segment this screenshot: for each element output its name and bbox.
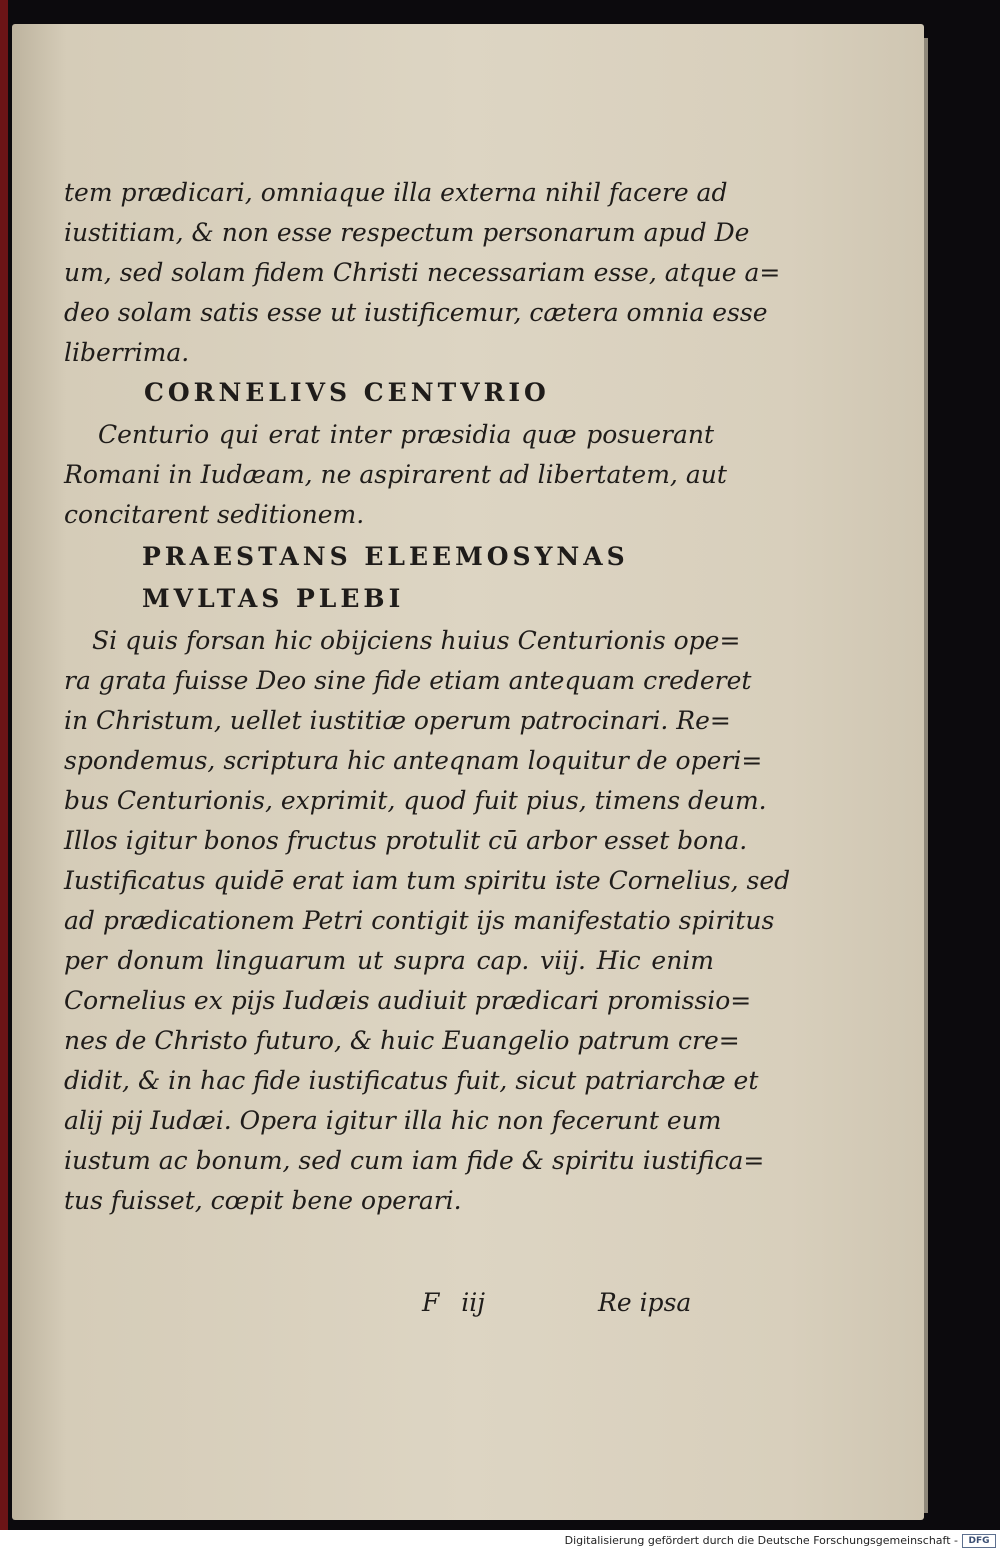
text-line: per donum linguarum ut supra cap. viij. Hic enim xyxy=(64,946,714,975)
text-line: liberrima. xyxy=(64,338,190,367)
text-line: Centurio qui erat inter præsidia quæ posuerant xyxy=(98,420,714,449)
page-fore-edge xyxy=(924,38,928,1513)
book-page xyxy=(12,24,924,1520)
section-heading: PRAESTANS ELEEMOSYNAS xyxy=(142,542,629,571)
text-line: in Christum, uellet iustitiæ operum patrocinari. Re= xyxy=(64,706,731,735)
dfg-logo xyxy=(962,1534,996,1548)
text-line: iustum ac bonum, sed cum iam fide & spiritu iustifica= xyxy=(64,1146,765,1175)
catchword: Re ipsa xyxy=(598,1288,692,1317)
text-line: Iustificatus quidē erat iam tum spiritu iste Cornelius, sed xyxy=(64,866,791,895)
text-line: didit, & in hac fide iustificatus fuit, sicut patriarchæ et xyxy=(64,1066,759,1095)
text-line: iustitiam, & non esse respectum personarum apud De xyxy=(64,218,750,247)
text-line: deo solam satis esse ut iustificemur, cætera omnia esse xyxy=(64,298,768,327)
text-line: Romani in Iudæam, ne aspirarent ad libertatem, aut xyxy=(64,460,727,489)
book-cover-edge xyxy=(0,0,8,1530)
text-line: Cornelius ex pijs Iudæis audiuit prædicari promissio= xyxy=(64,986,752,1015)
dfg-logo-text: DFG xyxy=(968,1536,990,1546)
section-heading: MVLTAS PLEBI xyxy=(142,584,405,613)
text-line: nes de Christo futuro, & huic Euangelio patrum cre= xyxy=(64,1026,740,1055)
text-line: Illos igitur bonos fructus protulit cū arbor esset bona. xyxy=(64,826,748,855)
text-line: spondemus, scriptura hic anteqnam loquitur de operi= xyxy=(64,746,763,775)
credit-text: Digitalisierung gefördert durch die Deutsche Forschungsgemeinschaft - xyxy=(564,1534,958,1547)
text-line: um, sed solam fidem Christi necessariam esse, atque a= xyxy=(64,258,781,287)
signature-mark: F iij xyxy=(422,1288,486,1317)
text-line: tus fuisset, cœpit bene operari. xyxy=(64,1186,462,1215)
text-line: ra grata fuisse Deo sine fide etiam antequam crederet xyxy=(64,666,752,695)
text-line: ad prædicationem Petri contigit ijs manifestatio spiritus xyxy=(64,906,775,935)
text-line: tem prædicari, omniaque illa externa nihil facere ad xyxy=(64,178,728,207)
text-line: Si quis forsan hic obijciens huius Centurionis ope= xyxy=(92,626,741,655)
section-heading: CORNELIVS CENTVRIO xyxy=(144,378,550,407)
credit-bar xyxy=(0,1530,1000,1553)
text-line: concitarent seditionem. xyxy=(64,500,365,529)
text-line: alij pij Iudæi. Opera igitur illa hic non fecerunt eum xyxy=(64,1106,722,1135)
text-line: bus Centurionis, exprimit, quod fuit pius, timens deum. xyxy=(64,786,767,815)
